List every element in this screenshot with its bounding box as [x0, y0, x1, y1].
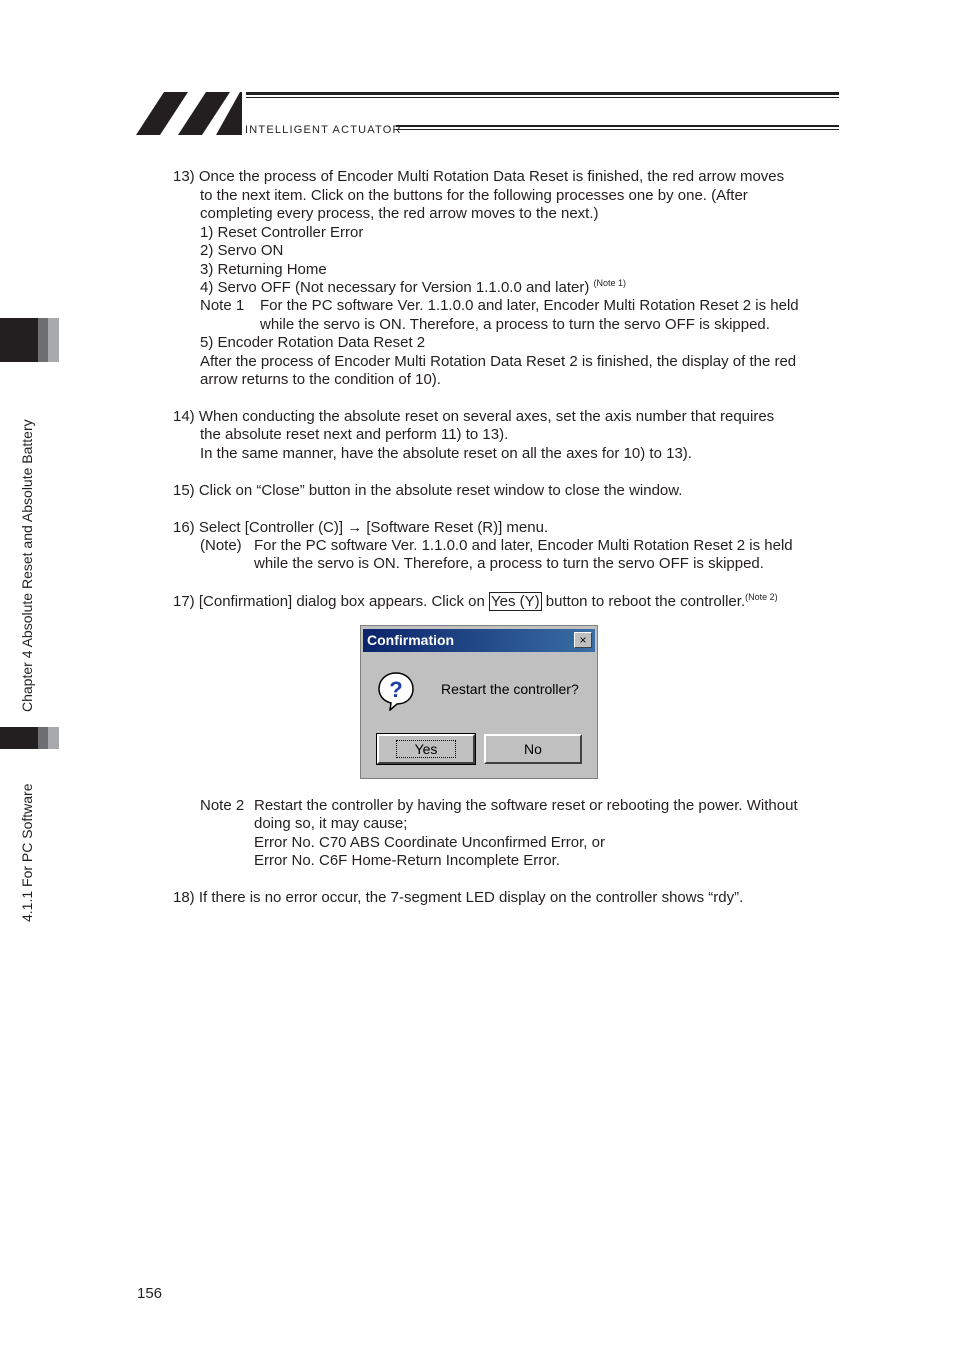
step17-line1 [173, 593, 778, 611]
step16-note-label: (Note) [200, 537, 242, 554]
confirmation-dialog [360, 625, 598, 779]
section-tab-stripe [38, 727, 48, 749]
step17-yes-ref: Yes (Y) [491, 593, 540, 610]
header-rule-top-thin [246, 97, 839, 98]
close-icon[interactable]: × [574, 632, 592, 648]
step13-item3: 3) Returning Home [200, 261, 327, 278]
note1-line2: while the servo is ON. Therefore, a process to turn the servo OFF is skipped. [260, 316, 770, 333]
section-tab-stripe-light [48, 727, 59, 749]
step15-line1: 15) Click on “Close” button in the absolute reset window to close the window. [173, 482, 683, 499]
note1-ref: (Note 1) [593, 278, 627, 288]
step14-line3: In the same manner, have the absolute reset on all the axes for 10) to 13). [200, 445, 692, 462]
step13-item5: 5) Encoder Rotation Data Reset 2 [200, 334, 426, 351]
note2-line1: Restart the controller by having the software reset or rebooting the power. Without [254, 797, 798, 814]
note2-line3: Error No. C70 ABS Coordinate Unconfirmed Error, or [254, 834, 605, 851]
chapter-tab-block [0, 318, 38, 362]
note1-label: Note 1 [200, 297, 245, 314]
header-rule-top [246, 92, 839, 95]
step13-line1: 13) Once the process of Encoder Multi Rotation Data Reset is finished, the red arrow moves [173, 168, 785, 185]
step17-pre: 17) [Confirmation] dialog box appears. Click on [173, 593, 489, 610]
step13-after-line1: After the process of Encoder Multi Rotation Data Reset 2 is finished, the display of the red [200, 353, 797, 370]
yes-button[interactable] [377, 734, 475, 764]
step13-item2: 2) Servo ON [200, 242, 284, 259]
chapter-side-label: Chapter 4 Absolute Reset and Absolute Battery [19, 419, 35, 712]
svg-text:?: ? [389, 677, 403, 702]
step14-line1: 14) When conducting the absolute reset on several axes, set the axis number that requires [173, 408, 775, 425]
step13-item1: 1) Reset Controller Error [200, 224, 364, 241]
page-number: 156 [137, 1285, 163, 1302]
ia-logo-icon [136, 90, 244, 136]
note2-line4: Error No. C6F Home-Return Incomplete Error. [254, 852, 560, 869]
header-rule-bottom [396, 125, 839, 127]
note2-label: Note 2 [200, 797, 245, 814]
section-tab-block [0, 727, 38, 749]
yes-button-label: Yes [396, 740, 457, 758]
step14-line2: the absolute reset next and perform 11) to 13). [200, 426, 509, 443]
step13-line2: to the next item. Click on the buttons for the following processes one by one. (After [200, 187, 748, 204]
step13-after-line2: arrow returns to the condition of 10). [200, 371, 441, 388]
note1-line1: For the PC software Ver. 1.1.0.0 and later, Encoder Multi Rotation Reset 2 is held [260, 297, 799, 314]
step16-note-line1: For the PC software Ver. 1.1.0.0 and later, Encoder Multi Rotation Reset 2 is held [254, 537, 793, 554]
header-rule-bottom-thin [396, 129, 839, 130]
no-button[interactable]: No [484, 734, 582, 764]
step16-note-line2: while the servo is ON. Therefore, a process to turn the servo OFF is skipped. [254, 555, 764, 572]
step13-item4 [200, 279, 626, 297]
note2-line2: doing so, it may cause; [254, 815, 408, 832]
step13-item4-text: 4) Servo OFF (Not necessary for Version 1.1.0.0 and later) [200, 279, 590, 296]
step16-line1: 16) Select [Controller (C)] → [Software Reset (R)] menu. [173, 519, 549, 536]
chapter-tab-stripe [38, 318, 48, 362]
dialog-message: Restart the controller? [441, 681, 579, 697]
step18-line1: 18) If there is no error occur, the 7-segment LED display on the controller shows “rdy”. [173, 889, 744, 906]
dialog-titlebar [363, 629, 595, 652]
chapter-tab-stripe-light [48, 318, 59, 362]
dialog-title: Confirmation [367, 632, 455, 648]
question-icon [376, 671, 416, 711]
step13-line3: completing every process, the red arrow moves to the next.) [200, 205, 599, 222]
section-side-label: 4.1.1 For PC Software [19, 783, 35, 922]
brand-text: INTELLIGENT ACTUATOR [245, 124, 402, 136]
step17-post: button to reboot the controller. [541, 593, 746, 610]
note2-ref: (Note 2) [745, 592, 778, 602]
